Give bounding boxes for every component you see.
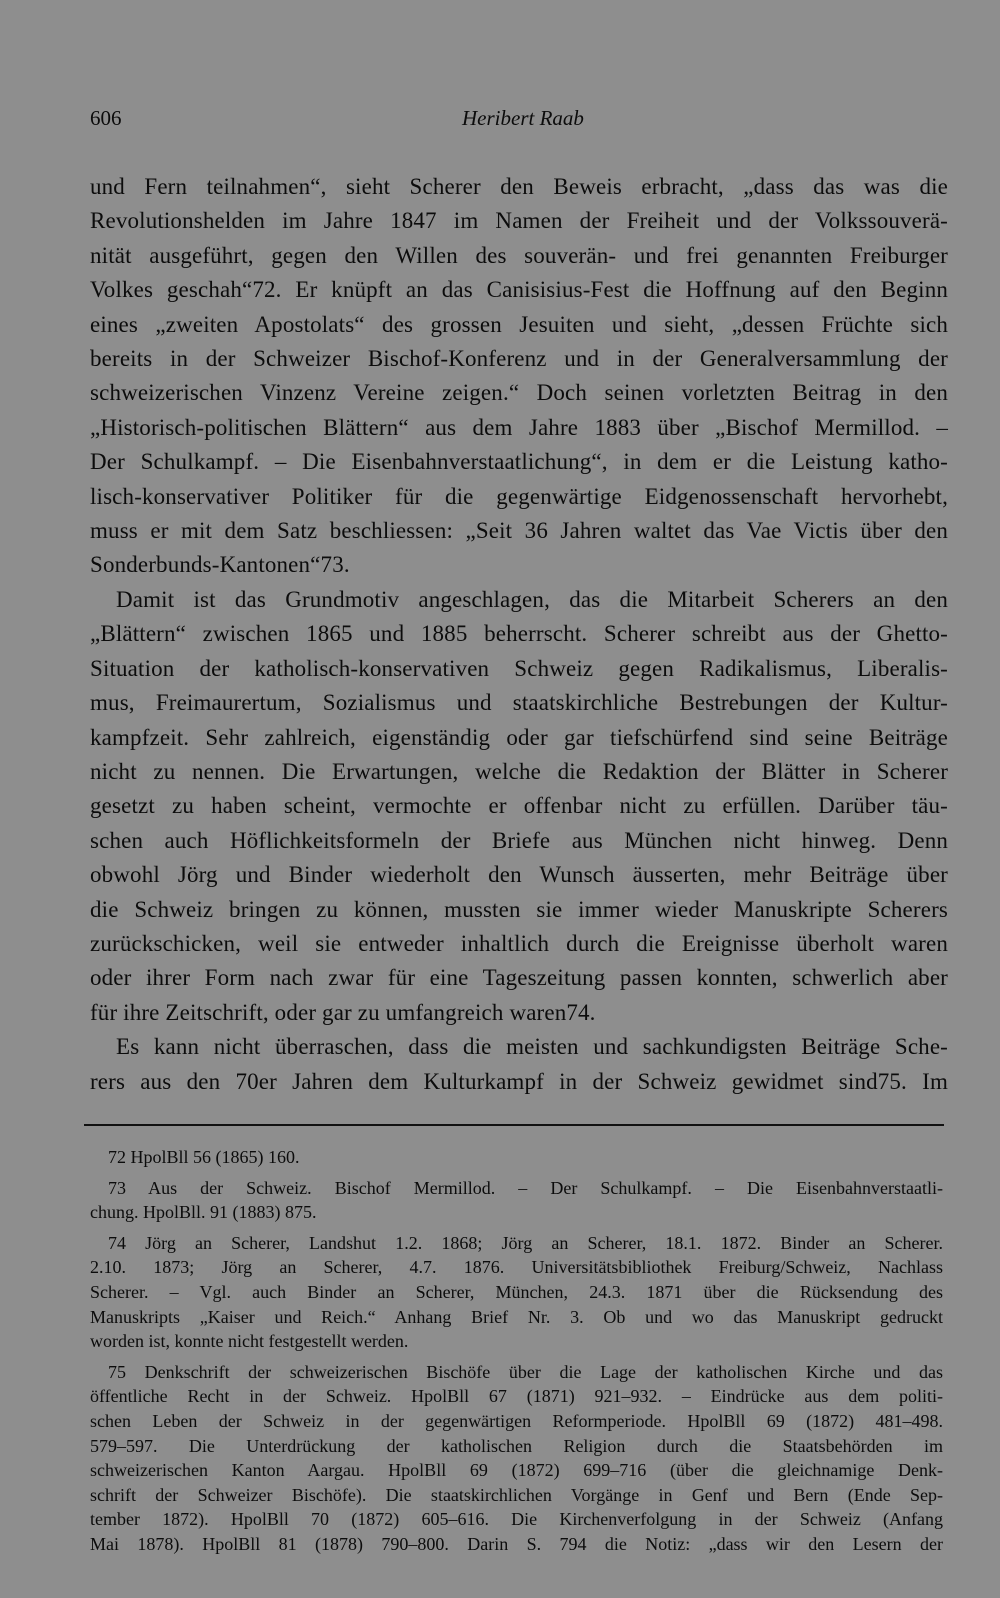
- body-line: und Fern teilnahmen“, sieht Scherer den Beweis erbracht, „dass das was die: [90, 174, 948, 199]
- footnote-line: Mai 1878). HpolBll 81 (1878) 790–800. Darin S. 794 die Notiz: „dass wir den Lesern der: [90, 1533, 943, 1554]
- footnote-line: schrift der Schweizer Bischöfe). Die staatskirchlichen Vorgänge in Genf und Bern (Ende Sep-: [90, 1484, 943, 1505]
- body-line: rers aus den 70er Jahren dem Kulturkampf in der Schweiz gewidmet sind75. Im: [90, 1068, 948, 1094]
- footnote-line: worden ist, konnte nicht festgestellt werden.: [90, 1331, 409, 1352]
- body-line: für ihre Zeitschrift, oder gar zu umfangreich waren74.: [90, 999, 596, 1025]
- body-line: mus, Freimaurertum, Sozialismus und staatskirchliche Bestrebungen der Kultur-: [90, 690, 948, 716]
- body-line: schweizerischen Vinzenz Vereine zeigen.“ Doch seinen vorletzten Beitrag in den: [90, 380, 948, 406]
- body-line: kampfzeit. Sehr zahlreich, eigenständig oder gar tiefschürfend sind seine Beiträge: [90, 724, 948, 750]
- footnote-line: schweizerischen Kanton Aargau. HpolBll 69 (1872) 699–716 (über die gleichnamige Denk-: [90, 1460, 943, 1481]
- footnote-divider: [84, 1124, 944, 1126]
- body-line: gesetzt zu haben scheint, vermochte er offenbar nicht zu erfüllen. Darüber täu-: [90, 793, 948, 819]
- body-line: „Blättern“ zwischen 1865 und 1885 beherrscht. Scherer schreibt aus der Ghetto-: [90, 621, 948, 647]
- page-number: 606: [90, 106, 122, 130]
- footnote-line: 72 HpolBll 56 (1865) 160.: [108, 1147, 300, 1167]
- body-line: oder ihrer Form nach zwar für eine Tageszeitung passen konnten, schwerlich aber: [90, 965, 948, 991]
- body-line: schen auch Höflichkeitsformeln der Briefe aus München nicht hinweg. Denn: [90, 827, 948, 853]
- body-line: bereits in der Schweizer Bischof-Konferenz und in der Generalversammlung der: [90, 346, 948, 372]
- body-line: Es kann nicht überraschen, dass die meisten und sachkundigsten Beiträge Sche-: [116, 1034, 948, 1060]
- body-line: Situation der katholisch-konservativen Schweiz gegen Radikalismus, Liberalis-: [90, 655, 948, 681]
- body-line: „Historisch-politischen Blättern“ aus dem Jahre 1883 über „Bischof Mermillod. –: [90, 414, 948, 440]
- body-line: nicht zu nennen. Die Erwartungen, welche die Redaktion der Blätter in Scherer: [90, 758, 948, 784]
- body-line: muss er mit dem Satz beschliessen: „Seit 36 Jahren waltet das Vae Victis über den: [90, 518, 948, 544]
- body-line: lisch-konservativer Politiker für die gegenwärtige Eidgenossenschaft hervorhebt,: [90, 483, 948, 509]
- footnote-line: 73 Aus der Schweiz. Bischof Mermillod. – Der Schulkampf. – Die Eisenbahnverstaatli-: [108, 1177, 943, 1198]
- body-line: Sonderbunds-Kantonen“73.: [90, 552, 350, 578]
- running-head: Heribert Raab: [462, 106, 584, 130]
- footnote-line: Scherer. – Vgl. auch Binder an Scherer, München, 24.3. 1871 über die Rücksendung des: [90, 1281, 943, 1302]
- footnote-line: 579–597. Die Unterdrückung der katholischen Religion durch die Staatsbehörden im: [90, 1435, 943, 1456]
- footnote-line: schen Leben der Schweiz in der gegenwärtigen Reformperiode. HpolBll 69 (1872) 481–498.: [90, 1410, 943, 1431]
- body-line: Revolutionshelden im Jahre 1847 im Namen der Freiheit und der Volkssouverä-: [90, 208, 948, 234]
- footnote-line: 75 Denkschrift der schweizerischen Bischöfe über die Lage der katholischen Kirche und das: [108, 1361, 943, 1382]
- body-line: Damit ist das Grundmotiv angeschlagen, das die Mitarbeit Scherers an den: [116, 586, 948, 612]
- footnotes: [90, 1145, 943, 1557]
- body-line: die Schweiz bringen zu können, mussten sie immer wieder Manuskripte Scherers: [90, 896, 948, 922]
- body-line: obwohl Jörg und Binder wiederholt den Wunsch äusserten, mehr Beiträge über: [90, 862, 948, 888]
- footnote-line: chung. HpolBll. 91 (1883) 875.: [90, 1202, 317, 1223]
- body-line: Volkes geschah“72. Er knüpft an das Canisisius-Fest die Hoffnung auf den Beginn: [90, 277, 948, 303]
- footnote-line: 2.10. 1873; Jörg an Scherer, 4.7. 1876. Universitätsbibliothek Freiburg/Schweiz, Nachlass: [90, 1257, 943, 1278]
- footnote-line: öffentliche Recht in der Schweiz. HpolBll 67 (1871) 921–932. – Eindrücke aus dem politi-: [90, 1386, 943, 1407]
- footnote-line: tember 1872). HpolBll 70 (1872) 605–616. Die Kirchenverfolgung in der Schweiz (Anfang: [90, 1509, 943, 1530]
- footnote-line: Manuskripts „Kaiser und Reich.“ Anhang Brief Nr. 3. Ob und wo das Manuskript gedruckt: [90, 1306, 943, 1327]
- body-text: [90, 170, 948, 1099]
- body-line: Der Schulkampf. – Die Eisenbahnverstaatlichung“, in dem er die Leistung katho-: [90, 449, 948, 475]
- body-line: eines „zweiten Apostolats“ des grossen Jesuiten und sieht, „dessen Früchte sich: [90, 311, 948, 337]
- body-line: nität ausgeführt, gegen den Willen des souverän- und frei genannten Freiburger: [90, 242, 948, 268]
- footnote-line: 74 Jörg an Scherer, Landshut 1.2. 1868; Jörg an Scherer, 18.1. 1872. Binder an Scherer.: [108, 1232, 943, 1253]
- body-line: zurückschicken, weil sie entweder inhaltlich durch die Ereignisse überholt waren: [90, 930, 948, 956]
